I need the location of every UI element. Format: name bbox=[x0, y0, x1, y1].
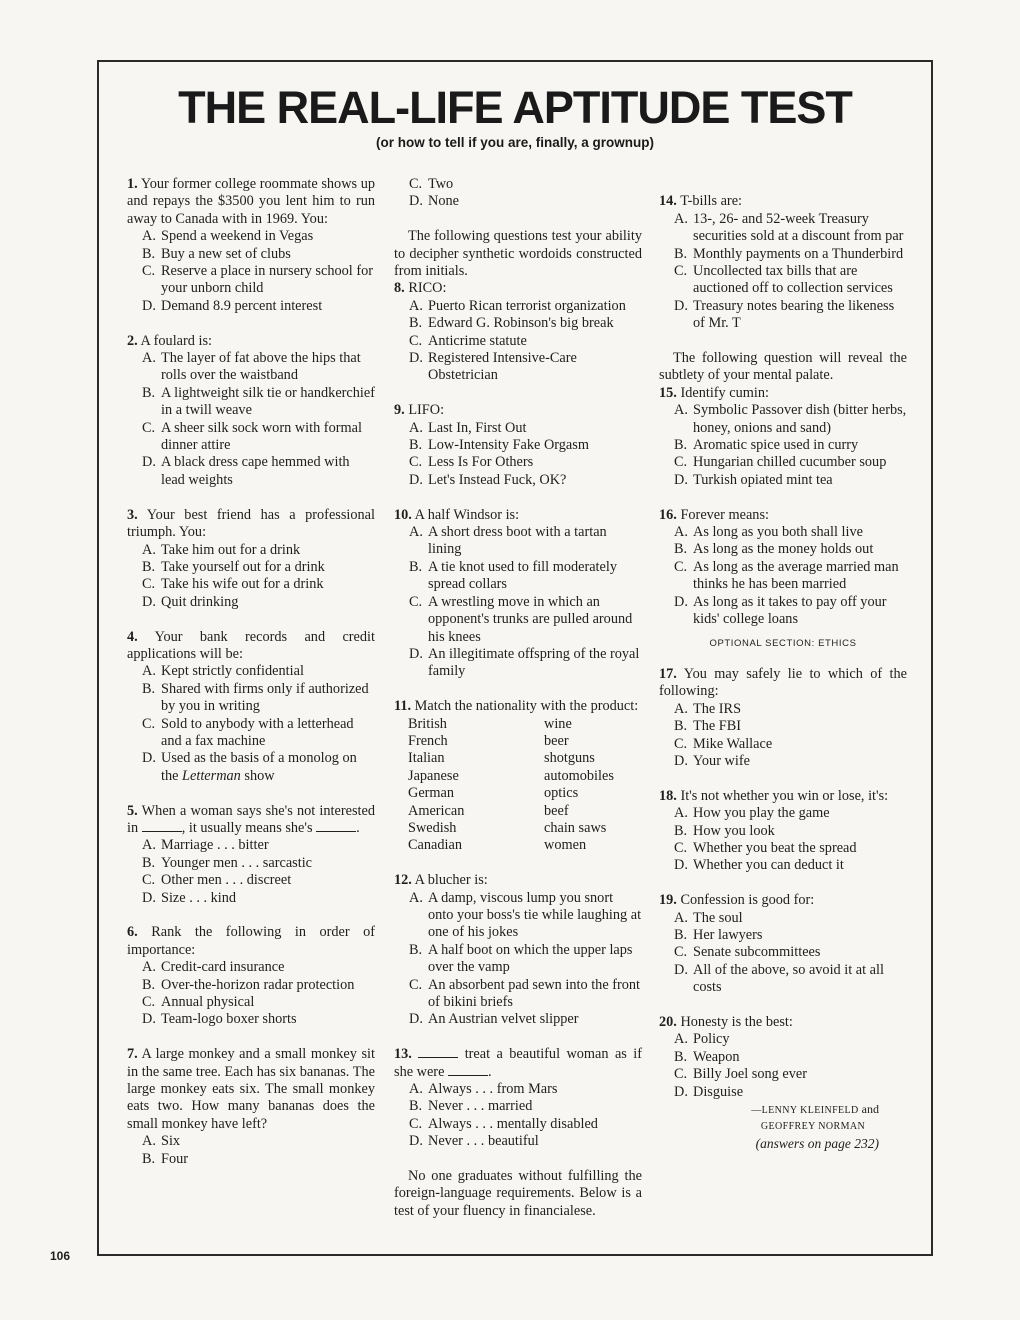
option-b: B. Weapon bbox=[674, 1048, 740, 1065]
question-12: 12. A blucher is: A. A damp, viscous lump you snort onto your boss's tie while laughing at one of his jokes B. A half boot on which the upper laps over the vamp C. An absorbent pad sewn into the front of bikini briefs D. An Austrian velvet slipper bbox=[394, 872, 642, 1028]
option-a: A. The soul bbox=[674, 909, 743, 926]
option-c: C. Sold to anybody with a letterhead and a fax machine bbox=[142, 715, 354, 749]
option-d: D. Quit drinking bbox=[142, 593, 239, 610]
option-b: B. A lightweight silk tie or handkerchief in a twill weave bbox=[142, 384, 376, 419]
match-row bbox=[408, 716, 614, 733]
question-2: 2. A foulard is: A. The layer of fat above the hips that rolls over the waistband B. A lightweight silk tie or handkerchief in a twill weave C. A sheer silk sock worn with formal dinner attire D. A black dress cape hemmed with lead weights bbox=[127, 332, 376, 488]
option-c: C. As long as the average married man thinks he has been married bbox=[674, 558, 899, 593]
question-20: 20. Honesty is the best: A. Policy B. Weapon C. Billy Joel song ever D. Disguise bbox=[659, 1014, 907, 1101]
option-a: A. How you play the game bbox=[674, 805, 830, 822]
option-b: B. Over-the-horizon radar protection bbox=[142, 976, 355, 993]
match-row bbox=[408, 750, 614, 767]
nationality-cell: British bbox=[408, 715, 447, 732]
question-6: 6. Rank the following in order of importance: A. Credit-card insurance B. Over-the-horizon radar protection C. Annual physical D. Team-logo boxer shorts bbox=[127, 924, 376, 1028]
nationality-cell: Italian bbox=[408, 750, 445, 767]
blank-line bbox=[142, 820, 182, 832]
option-d: D. Never . . . beautiful bbox=[409, 1133, 539, 1150]
option-c: C. Two bbox=[409, 176, 454, 192]
option-b: B. Aromatic spice used in curry bbox=[674, 437, 859, 454]
intro-acronyms: The following questions test your ability to decipher synthetic wordoids constructed from initials. bbox=[394, 228, 642, 280]
intro-foreign-language: No one graduates without fulfilling the foreign-language requirements. Below is a test of your fluency in financialese. bbox=[394, 1168, 642, 1219]
option-d: D. Registered Intensive-Care Obstetrician bbox=[409, 350, 577, 384]
option-d: D. Treasury notes bearing the likeness of Mr. T bbox=[674, 297, 895, 332]
intro-palate: The following question will reveal the subtlety of your mental palate. bbox=[659, 350, 907, 384]
option-d: D. Demand 8.9 percent interest bbox=[142, 297, 323, 314]
question-9: 9. LIFO: A. Last In, First Out B. Low-Intensity Fake Orgasm C. Less Is For Others D. Let's Instead Fuck, OK? bbox=[394, 402, 642, 489]
option-c: C. Annual physical bbox=[142, 994, 255, 1011]
column-1 bbox=[127, 176, 375, 1185]
nationality-cell: American bbox=[408, 802, 465, 819]
option-a: A. Policy bbox=[674, 1031, 730, 1048]
blank-line bbox=[448, 1064, 488, 1076]
option-d: D. Your wife bbox=[674, 752, 750, 769]
page-number: 106 bbox=[50, 1249, 71, 1263]
option-d: D. Team-logo boxer shorts bbox=[142, 1011, 297, 1028]
question-14: 14. T-bills are: A. 13-, 26- and 52-week Treasury securities sold at a discount from par B. Monthly payments on a Thunderbird C. Uncollected tax bills that are auctioned off to collection services D. Treasury notes bearing the likeness of Mr. T bbox=[659, 193, 907, 332]
nationality-cell: German bbox=[408, 785, 455, 802]
option-c: C. Senate subcommittees bbox=[674, 944, 821, 961]
option-c: C. Billy Joel song ever bbox=[674, 1066, 807, 1083]
option-a: A. Credit-card insurance bbox=[142, 959, 285, 976]
option-b: B. Low-Intensity Fake Orgasm bbox=[409, 437, 589, 454]
option-c: C. Mike Wallace bbox=[674, 735, 773, 752]
question-5: 5. When a woman says she's not interested in , it usually means she's . A. Marriage . . . bitter B. Younger men . . . sarcastic C. Other men . . . discreet D. Size . . . kind bbox=[127, 802, 375, 906]
option-c: C. A wrestling move in which an opponent's trunks are pulled around his knees bbox=[409, 593, 633, 645]
option-a: A. Six bbox=[142, 1133, 181, 1150]
option-b: B. Monthly payments on a Thunderbird bbox=[674, 245, 904, 262]
option-a: A. Take him out for a drink bbox=[142, 541, 301, 558]
option-c: C. Uncollected tax bills that are auctioned off to collection services bbox=[674, 263, 893, 297]
option-d: D. As long as it takes to pay off your kids' college loans bbox=[674, 593, 887, 628]
question-18: 18. It's not whether you win or lose, it's: A. How you play the game B. How you look C. Whether you beat the spread D. Whether you can deduct it bbox=[659, 788, 907, 875]
option-a: A. A damp, viscous lump you snort onto your boss's tie while laughing at one of his jokes bbox=[409, 889, 642, 941]
option-d: D. An Austrian velvet slipper bbox=[409, 1011, 579, 1028]
option-a: A. A short dress boot with a tartan lining bbox=[409, 524, 607, 558]
option-b: B. A half boot on which the upper laps over the vamp bbox=[409, 941, 633, 976]
option-c: C. Take his wife out for a drink bbox=[142, 576, 324, 593]
option-c: C. A sheer silk sock worn with formal dinner attire bbox=[142, 419, 362, 454]
nationality-cell: Canadian bbox=[408, 837, 462, 854]
product-cell: beer bbox=[544, 732, 569, 749]
section-heading: OPTIONAL SECTION: ETHICS bbox=[709, 637, 857, 649]
question-4: 4. Your bank records and credit applications will be: A. Kept strictly confidential B. Shared with firms only if authorized by you in writing C. Sold to anybody with a letterhead and a fax machine D. Used as the basis of a monolog on the Letterman show bbox=[127, 628, 375, 784]
option-d: D. Let's Instead Fuck, OK? bbox=[409, 471, 567, 488]
product-cell: chain saws bbox=[544, 819, 607, 836]
option-c: C. Hungarian chilled cucumber soup bbox=[674, 454, 887, 471]
option-a: A. The layer of fat above the hips that rolls over the waistband bbox=[142, 350, 361, 384]
match-row bbox=[408, 820, 614, 837]
question-15: 15. Identify cumin: A. Symbolic Passover dish (bitter herbs, honey, onions and sand) B. Aromatic spice used in curry C. Hungarian chilled cucumber soup D. Turkish opiated mint tea bbox=[659, 384, 907, 488]
question-7-continued bbox=[394, 176, 642, 211]
product-cell: beef bbox=[544, 802, 569, 819]
author-credit: —LENNY KLEINFELD and bbox=[751, 1102, 879, 1117]
question-16: 16. Forever means: A. As long as you both shall live B. As long as the money holds out C. As long as the average married man thinks he has been married D. As long as it takes to pay off your kids' college loans bbox=[659, 507, 907, 629]
option-a: A. Always . . . from Mars bbox=[409, 1081, 558, 1098]
question-3: 3. Your best friend has a professional triumph. You: A. Take him out for a drink B. Take yourself out for a drink C. Take his wife out for a drink D. Quit drinking bbox=[127, 506, 376, 610]
option-c: C. Always . . . mentally disabled bbox=[409, 1115, 598, 1132]
option-d: D. None bbox=[409, 193, 459, 210]
option-a: A. Symbolic Passover dish (bitter herbs, honey, onions and sand) bbox=[674, 402, 907, 436]
option-b: B. Take yourself out for a drink bbox=[142, 558, 325, 575]
option-b: B. How you look bbox=[674, 822, 775, 839]
blank-line bbox=[418, 1046, 458, 1058]
nationality-cell: Japanese bbox=[408, 767, 459, 784]
option-b: B. Never . . . married bbox=[409, 1098, 533, 1115]
option-d: D. Size . . . kind bbox=[142, 889, 237, 906]
question-number: 1. bbox=[127, 176, 138, 192]
option-c: C. An absorbent pad sewn into the front of bikini briefs bbox=[409, 976, 641, 1011]
match-row bbox=[408, 803, 614, 820]
nationality-cell: French bbox=[408, 732, 448, 749]
option-d: D. Used as the basis of a monolog on the Letterman show bbox=[142, 750, 357, 784]
question-1 bbox=[127, 176, 375, 315]
column-2 bbox=[394, 176, 642, 1220]
option-a: A. As long as you both shall live bbox=[674, 524, 863, 541]
option-a: A. Spend a weekend in Vegas bbox=[142, 228, 314, 245]
question-10: 10. A half Windsor is: A. A short dress boot with a tartan lining B. A tie knot used to fill moderately spread collars C. A wrestling move in which an opponent's trunks are pulled around his knees D. An illegitimate offspring of the royal family bbox=[394, 507, 642, 681]
author-credit-second: GEOFFREY NORMAN bbox=[760, 1121, 866, 1133]
question-19: 19. Confession is good for: A. The soul B. Her lawyers C. Senate subcommittees D. All of the above, so avoid it at all costs bbox=[659, 892, 907, 996]
blank-line bbox=[316, 820, 356, 832]
article-title: THE REAL-LIFE APTITUDE TEST bbox=[178, 82, 852, 133]
option-a: A. Puerto Rican terrorist organization bbox=[409, 297, 626, 314]
option-b: B. Younger men . . . sarcastic bbox=[142, 854, 313, 871]
product-cell: shotguns bbox=[544, 750, 595, 767]
option-d: D. Whether you can deduct it bbox=[674, 857, 844, 874]
product-cell: women bbox=[544, 837, 587, 854]
option-b: B. The FBI bbox=[674, 718, 742, 735]
column-3 bbox=[659, 176, 907, 1152]
option-a: A. 13-, 26- and 52-week Treasury securities sold at a discount from par bbox=[674, 210, 904, 245]
answers-note: (answers on page 232) bbox=[755, 1136, 879, 1152]
option-a: A. Marriage . . . bitter bbox=[142, 837, 269, 854]
article-subtitle: (or how to tell if you are, finally, a grownup) bbox=[375, 135, 654, 150]
option-c: C. Other men . . . discreet bbox=[142, 872, 292, 889]
option-b: B. Shared with firms only if authorized by you in writing bbox=[142, 680, 369, 715]
match-row bbox=[408, 733, 614, 750]
option-d: D. Disguise bbox=[674, 1083, 744, 1100]
product-cell: optics bbox=[544, 785, 579, 802]
option-b: B. A tie knot used to fill moderately spread collars bbox=[409, 558, 618, 593]
nationality-cell: Swedish bbox=[408, 819, 457, 836]
option-b: B. Edward G. Robinson's big break bbox=[409, 315, 614, 332]
option-d: D. A black dress cape hemmed with lead weights bbox=[142, 454, 350, 488]
match-row bbox=[408, 768, 614, 785]
match-row bbox=[408, 785, 614, 802]
option-a: A. Kept strictly confidential bbox=[142, 663, 304, 680]
option-c: C. Reserve a place in nursery school for your unborn child bbox=[142, 263, 373, 297]
option-b: B. Four bbox=[142, 1150, 189, 1167]
option-b: B. As long as the money holds out bbox=[674, 541, 874, 558]
option-d: D. Turkish opiated mint tea bbox=[674, 471, 833, 488]
question-7: 7. A large monkey and a small monkey sit in the same tree. Each has six bananas. The large monkey eats six. The small monkey eats two. How many bananas does the small monkey have left? A. Six B. Four bbox=[127, 1046, 375, 1167]
question-13: 13. treat a beautiful woman as if she were . A. Always . . . from Mars B. Never . . . married C. Always . . . mentally disabled D. Never . . . beautiful bbox=[394, 1046, 642, 1150]
option-b: B. Her lawyers bbox=[674, 926, 763, 943]
question-17: 17. You may safely lie to which of the following: A. The IRS B. The FBI C. Mike Wallace D. Your wife bbox=[659, 665, 907, 769]
option-d: D. An illegitimate offspring of the royal family bbox=[409, 645, 640, 680]
question-text: Your former college roommate shows up and repays the $3500 you lent him to run away to Canada with in 1969. You: bbox=[127, 176, 375, 227]
option-c: C. Anticrime statute bbox=[409, 332, 527, 349]
option-d: D. All of the above, so avoid it at all costs bbox=[674, 961, 884, 996]
option-a: A. The IRS bbox=[674, 700, 742, 717]
matching-table bbox=[408, 716, 614, 855]
option-a: A. Last In, First Out bbox=[409, 419, 527, 436]
match-row bbox=[408, 837, 614, 854]
option-c: C. Whether you beat the spread bbox=[674, 839, 857, 856]
question-11: 11. Match the nationality with the product: British wine French beer Italian shotguns Japanese automobiles German optics American beef Swedish chain saws Canadian women bbox=[394, 698, 639, 854]
product-cell: wine bbox=[544, 715, 572, 732]
question-8: 8. RICO: A. Puerto Rican terrorist organization B. Edward G. Robinson's big break C. Anticrime statute D. Registered Intensive-Care Obstetrician bbox=[394, 280, 642, 384]
product-cell: automobiles bbox=[544, 767, 614, 784]
option-b: B. Buy a new set of clubs bbox=[142, 245, 291, 262]
option-c: C. Less Is For Others bbox=[409, 454, 534, 471]
